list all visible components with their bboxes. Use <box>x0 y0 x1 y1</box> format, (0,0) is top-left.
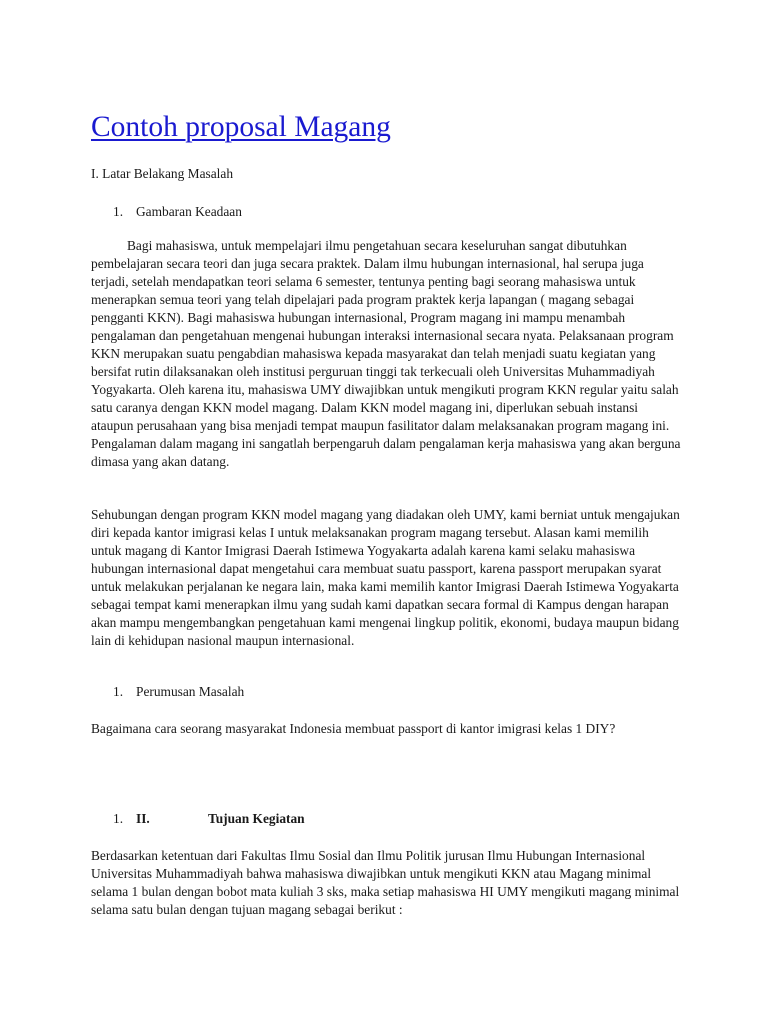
section-roman-numeral: II. <box>136 811 150 826</box>
paragraph-gambaran-keadaan: Bagi mahasiswa, untuk mempelajari ilmu pengetahuan secara keseluruhan sangat dibutuhkan pembelajaran secara teori dan juga secara praktek. Dalam ilmu hubungan internasional, hal serupa juga terjadi, setelah mendapatkan teori selama 6 semester, tentunya penting bagi seorang mahasiswa untuk menerapkan semua teori yang telah dipelajari pada program praktek kerja lapangan ( magang sebagai pengganti KKN). Bagi mahasiswa hubungan internasional, Program magang ini mampu menambah pengalaman dan pengetahuan mengenai hubungan interaksi internasional secara nyata. Pelaksanaan program KKN merupakan suatu pengabdian mahasiswa kepada masyarakat dan telah menjadi suatu kegiatan yang bersifat rutin dilaksanakan oleh institusi perguruan tinggi tak terkecuali oleh Universitas Muhammadiyah Yogyakarta. Oleh karena itu, mahasiswa UMY diwajibkan untuk mengikuti program KKN regular yaitu salah satu caranya dengan KKN model magang. Dalam KKN model magang ini, diperlukan sebuah instansi ataupun perusahaan yang bisa menjadi tempat maupun fasilitator dalam melaksanakan program magang ini. Pengalaman dalam magang ini sangatlah berpengaruh dalam pengalaman kerja mahasiswa yang akan berguna dimasa yang akan datang. <box>91 238 681 469</box>
paragraph-tujuan-kegiatan: Berdasarkan ketentuan dari Fakultas Ilmu Sosial dan Ilmu Politik jurusan Ilmu Hubungan Internasional Universitas Muhammadiyah bahwa mahasiswa diwajibkan untuk mengikuti KKN atau Magang minimal selama 1 bulan dengan bobot mata kuliah 3 sks, maka setiap mahasiswa HI UMY mengikuti magang minimal selama satu bulan dengan tujuan magang sebagai berikut : <box>91 848 680 917</box>
document-title-link[interactable]: Contoh proposal Magang <box>91 111 391 143</box>
list-item-gambaran-keadaan: Gambaran Keadaan <box>136 204 242 219</box>
list-number: 1. <box>113 811 124 826</box>
list-number: 1. <box>113 684 124 699</box>
paragraph-sehubungan: Sehubungan dengan program KKN model magang yang diadakan oleh UMY, kami berniat untuk mengajukan diri kepada kantor imigrasi kelas I untuk melaksanakan program magang tersebut. Alasan kami memilih untuk magang di Kantor Imigrasi Daerah Istimewa Yogyakarta adalah karena kami selaku mahasiswa hubungan internasional dapat mengetahui cara membuat suatu passport, karena passport merupakan syarat untuk melakukan perjalanan ke negara lain, maka kami memilih kantor Imigrasi Daerah Istimewa Yogyakarta sebagai tempat kami menerapkan ilmu yang sudah kami dapatkan secara formal di Kampus dengan harapan akan mampu mengembangkan pengetahuan kami mengenai lingkup politik, ekonomi, budaya maupun bidang lain di kehidupan nasional maupun internasional. <box>91 507 680 648</box>
section-heading-latar-belakang: I. Latar Belakang Masalah <box>91 166 234 181</box>
list-number: 1. <box>113 204 124 219</box>
list-item-perumusan-masalah: Perumusan Masalah <box>136 684 245 699</box>
list-item-tujuan-kegiatan: Tujuan Kegiatan <box>208 811 305 826</box>
paragraph-perumusan-masalah: Bagaimana cara seorang masyarakat Indonesia membuat passport di kantor imigrasi kelas 1 DIY? <box>91 721 616 736</box>
